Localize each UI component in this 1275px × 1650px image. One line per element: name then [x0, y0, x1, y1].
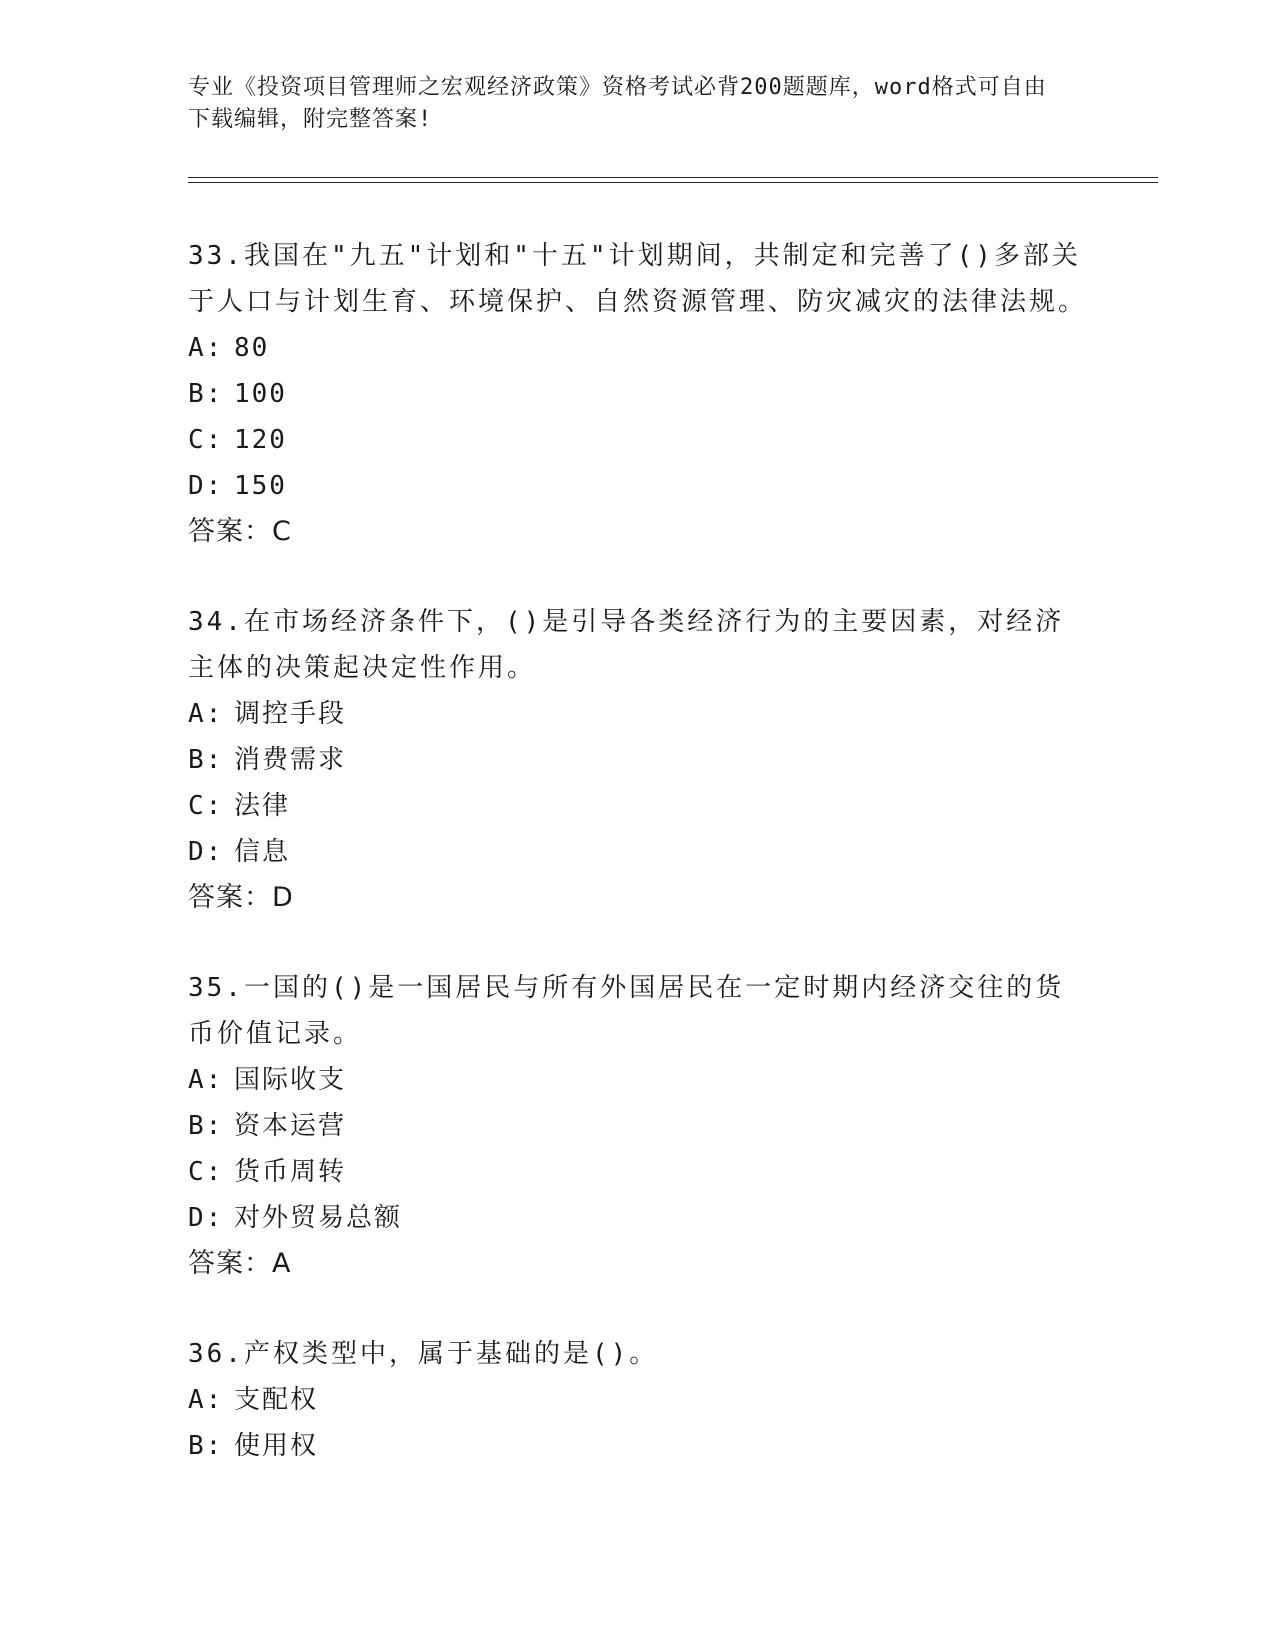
option-key: A:: [188, 1385, 224, 1415]
option-text: 80: [234, 333, 270, 363]
option-key: C:: [188, 1157, 224, 1187]
question-35: [188, 965, 1088, 1287]
option-text: 消费需求: [234, 745, 347, 775]
option-b: [188, 1103, 1088, 1149]
option-key: D:: [188, 837, 224, 867]
option-key: B:: [188, 1111, 224, 1141]
option-text: 调控手段: [234, 699, 347, 729]
question-36: [188, 1331, 1088, 1469]
option-d: [188, 463, 1088, 509]
option-key: A:: [188, 1065, 224, 1095]
option-b: [188, 371, 1088, 417]
option-text: 对外贸易总额: [234, 1203, 403, 1233]
option-text: 国际收支: [234, 1065, 347, 1095]
question-stem: 36.产权类型中，属于基础的是()。: [188, 1339, 659, 1369]
option-text: 法律: [234, 791, 291, 821]
document-header: 专业《投资项目管理师之宏观经济政策》资格考试必背200题题库，word格式可自由下载编辑，附完整答案!: [188, 75, 1047, 132]
option-key: B:: [188, 745, 224, 775]
option-d: [188, 829, 1088, 875]
answer-line: 答案：D: [188, 882, 294, 913]
option-key: A:: [188, 333, 224, 363]
header-rule-top: [188, 177, 1158, 178]
option-text: 100: [234, 379, 287, 409]
option-text: 货币周转: [234, 1157, 347, 1187]
question-stem: 33.我国在"九五"计划和"十五"计划期间，共制定和完善了()多部关于人口与计划生育、环境保护、自然资源管理、防灾减灾的法律法规。: [188, 241, 1088, 317]
option-text: 150: [234, 471, 287, 501]
option-a: [188, 1377, 1088, 1423]
option-key: C:: [188, 791, 224, 821]
option-text: 资本运营: [234, 1111, 347, 1141]
option-key: A:: [188, 699, 224, 729]
option-text: 支配权: [234, 1385, 319, 1415]
option-text: 使用权: [234, 1431, 319, 1461]
option-a: [188, 691, 1088, 737]
header-rule-bottom: [188, 182, 1158, 183]
option-key: D:: [188, 471, 224, 501]
option-b: [188, 1423, 1088, 1469]
question-stem: 34.在市场经济条件下，()是引导各类经济行为的主要因素，对经济主体的决策起决定性作用。: [188, 607, 1065, 683]
option-a: [188, 325, 1088, 371]
question-stem: 35.一国的()是一国居民与所有外国居民在一定时期内经济交往的货币价值记录。: [188, 973, 1065, 1049]
option-key: D:: [188, 1203, 224, 1233]
question-34: [188, 599, 1088, 921]
option-a: [188, 1057, 1088, 1103]
option-text: 信息: [234, 837, 291, 867]
option-b: [188, 737, 1088, 783]
answer-line: 答案：C: [188, 516, 292, 547]
answer-line: 答案：A: [188, 1248, 292, 1279]
option-c: [188, 1149, 1088, 1195]
option-c: [188, 417, 1088, 463]
option-c: [188, 783, 1088, 829]
option-d: [188, 1195, 1088, 1241]
option-key: C:: [188, 425, 224, 455]
option-key: B:: [188, 379, 224, 409]
option-text: 120: [234, 425, 287, 455]
question-33: [188, 233, 1088, 555]
option-key: B:: [188, 1431, 224, 1461]
